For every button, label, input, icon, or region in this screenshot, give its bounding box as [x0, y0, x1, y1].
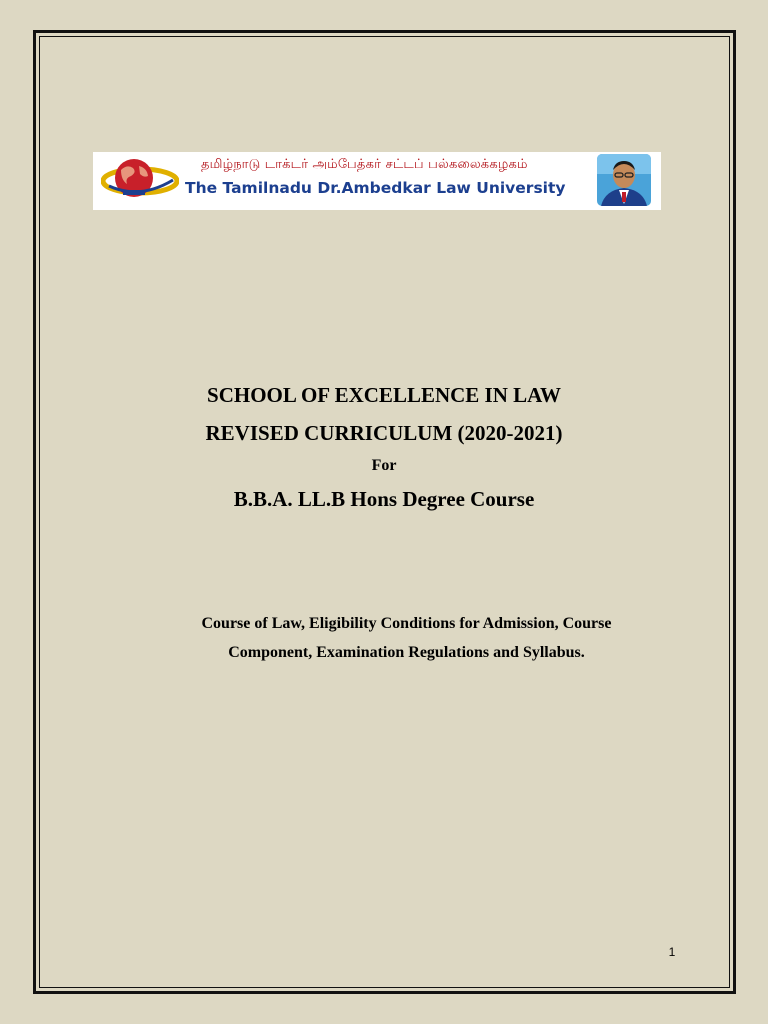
globe-logo-icon	[101, 156, 179, 206]
portrait-photo-icon	[597, 154, 651, 206]
title-line-1: SCHOOL OF EXCELLENCE IN LAW	[207, 383, 561, 407]
title-line-3: For	[371, 457, 397, 474]
banner-tamil-title: தமிழ்நாடு டாக்டர் அம்பேத்கர் சட்டப் பல்கலைக்கழகம்	[201, 157, 528, 172]
description-line-2: Component, Examination Regulations and Syllabus.	[228, 644, 585, 661]
description-line-1: Course of Law, Eligibility Conditions for Admission, Course	[201, 615, 612, 632]
banner-english-title: The Tamilnadu Dr.Ambedkar Law University	[185, 179, 566, 197]
title-line-4: B.B.A. LL.B Hons Degree Course	[233, 487, 535, 511]
course-description	[0, 609, 768, 667]
page-number: 1	[668, 945, 676, 959]
university-banner	[93, 152, 661, 210]
title-line-2: REVISED CURRICULUM (2020-2021)	[205, 421, 563, 445]
